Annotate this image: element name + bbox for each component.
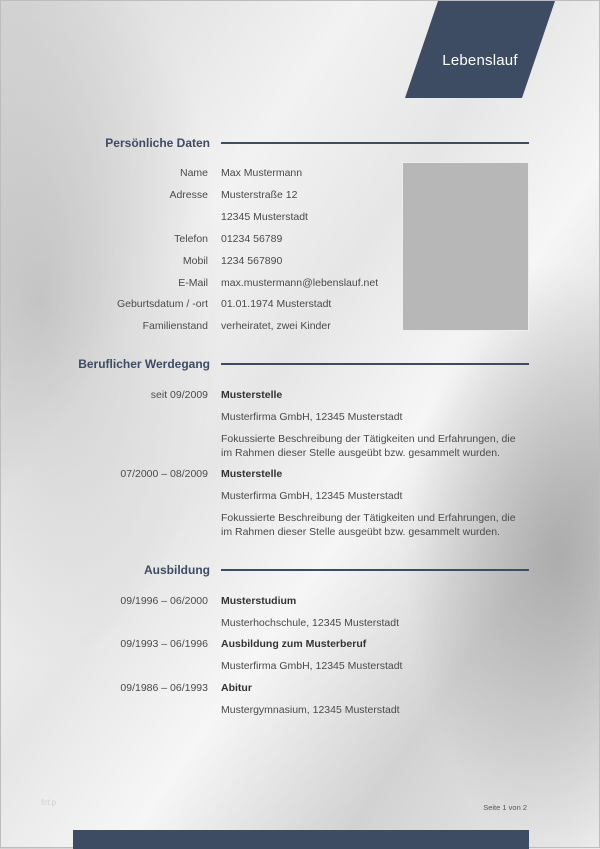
education-institution: Musterhochschule, 12345 Musterstadt [221,617,400,629]
career-position: Musterstelle [221,468,283,480]
footer-bar [73,830,529,849]
mobile-value: 1234 567890 [221,255,283,267]
career-company: Musterfirma GmbH, 12345 Musterstadt [221,411,403,423]
family-value: verheiratet, zwei Kinder [221,320,331,332]
education-title: Abitur [221,682,252,694]
career-period: 07/2000 – 08/2009 [120,468,208,480]
family-label: Familienstand [142,320,208,332]
section-title-education: Ausbildung [144,563,210,577]
photo-placeholder [402,162,529,331]
address-label: Adresse [169,189,208,201]
education-title: Musterstudium [221,595,297,607]
birth-label: Geburtsdatum / -ort [116,298,208,310]
career-description-line: Fokussierte Beschreibung der Tätigkeiten und Erfahrungen, die [221,512,516,524]
section-title-personal: Persönliche Daten [105,136,210,150]
career-description [221,432,531,460]
career-company: Musterfirma GmbH, 12345 Musterstadt [221,490,403,502]
career-description [221,511,531,539]
education-period: 09/1996 – 06/2000 [120,595,208,607]
section-title-career: Beruflicher Werdegang [78,357,210,371]
section-education [1,560,600,580]
section-divider [221,363,529,365]
career-description-line: im Rahmen dieser Stelle ausgeübt bzw. gesammelt wurden. [221,526,500,538]
address-city: 12345 Musterstadt [221,211,308,223]
mobile-label: Mobil [182,255,208,267]
education-institution: Musterfirma GmbH, 12345 Musterstadt [221,660,403,672]
phone-label: Telefon [174,233,208,245]
watermark-text: fct:p [41,798,57,807]
birth-value: 01.01.1974 Musterstadt [221,298,332,310]
career-position: Musterstelle [221,389,283,401]
education-title: Ausbildung zum Musterberuf [221,638,367,650]
name-label: Name [179,167,208,179]
email-label: E-Mail [178,277,208,289]
career-period: seit 09/2009 [150,389,208,401]
career-description-line: Fokussierte Beschreibung der Tätigkeiten und Erfahrungen, die [221,433,516,445]
section-career [1,354,600,374]
section-divider [221,142,529,144]
section-divider [221,569,529,571]
education-period: 09/1986 – 06/1993 [120,682,208,694]
section-personal [1,133,600,153]
phone-value: 01234 56789 [221,233,283,245]
document-title: Lebenslauf [442,51,518,69]
name-value: Max Mustermann [221,167,303,179]
page-number: Seite 1 von 2 [483,803,527,812]
email-value: max.mustermann@lebenslauf.net [221,277,379,289]
education-period: 09/1993 – 06/1996 [120,638,208,650]
career-description-line: im Rahmen dieser Stelle ausgeübt bzw. gesammelt wurden. [221,447,500,459]
address-street: Musterstraße 12 [221,189,298,201]
education-institution: Mustergymnasium, 12345 Musterstadt [221,704,400,716]
